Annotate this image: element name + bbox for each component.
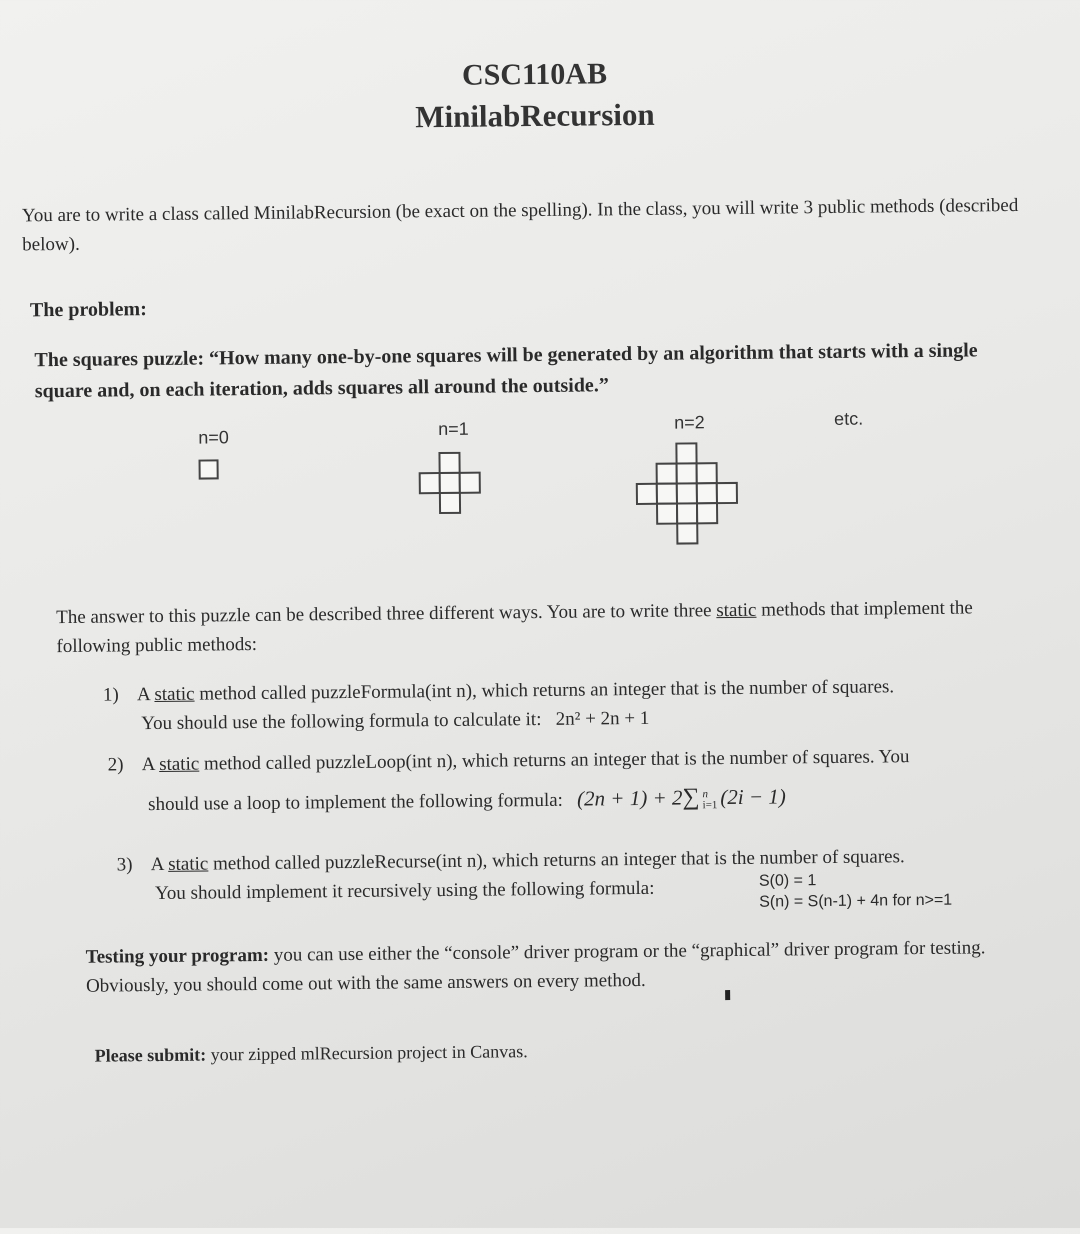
method-1: 1) A static method called puzzleFormula(int n), which returns an integer that is the number of squares. You should use the following formula to calculate it: 2n² + 2n + 1 [102, 676, 895, 735]
square-figure-n2 [634, 441, 741, 548]
square-figure-n0 [198, 458, 222, 482]
puzzle-label: The squares puzzle: [34, 347, 205, 372]
intro-paragraph: You are to write a class called MinilabRecursion (be exact on the spelling). In the class, you will write 3 public methods (described below). [21, 194, 1019, 256]
submit-label: Please submit: [94, 1044, 207, 1066]
formula-1: 2n² + 2n + 1 [555, 708, 650, 731]
method-2: 2) A static method called puzzleLoop(int n), which returns an integer that is the number of squares. You should use a loop to implement the following formula: (2n + 1) + 2∑ n i=1 (2i − 1) [107, 746, 910, 816]
answer-paragraph: The answer to this puzzle can be described three different ways. You are to write three static methods that implement the following public methods: [56, 597, 973, 658]
lab-title: MinilabRecursion [415, 96, 655, 135]
label-n0: n=0 [198, 427, 229, 448]
method-1-number: 1) [102, 684, 119, 706]
testing-label: Testing your program: [85, 944, 270, 968]
square-figure-n1 [417, 451, 484, 518]
ink-mark [725, 990, 730, 1000]
method-3: 3) A static method called puzzleRecurse(int n), which returns an integer that is the number of squares. You should implement it recursively using the following formula: S(0) = 1 S(n) = S(n-1) + 4n for n>=1 [117, 841, 1018, 909]
submit-paragraph: Please submit: your zipped mlRecursion project in Canvas. [94, 1041, 528, 1066]
label-n1: n=1 [438, 418, 469, 440]
static-keyword: static [716, 599, 757, 622]
method-3-number: 3) [116, 854, 133, 876]
label-etc: etc. [834, 408, 864, 429]
testing-paragraph: Testing your program: you can use either the “console” driver program or the “graphical” driver program for testing. Obviously, you should come out with the same answers on every method. [85, 937, 986, 998]
problem-heading: The problem: [29, 298, 147, 322]
formula-2: (2n + 1) + 2∑ n i=1 (2i − 1) [576, 784, 786, 812]
puzzle-statement [34, 335, 1035, 407]
course-title: CSC110AB [461, 57, 608, 92]
puzzle-text: “How many one-by-one squares will be generated by an algorithm that starts with a single square and, on each iteration, adds squares all around the outside.” [34, 339, 978, 403]
method-2-number: 2) [107, 754, 124, 776]
formula-3: S(0) = 1 S(n) = S(n-1) + 4n for n>=1 [758, 872, 953, 911]
label-n2: n=2 [674, 412, 705, 433]
